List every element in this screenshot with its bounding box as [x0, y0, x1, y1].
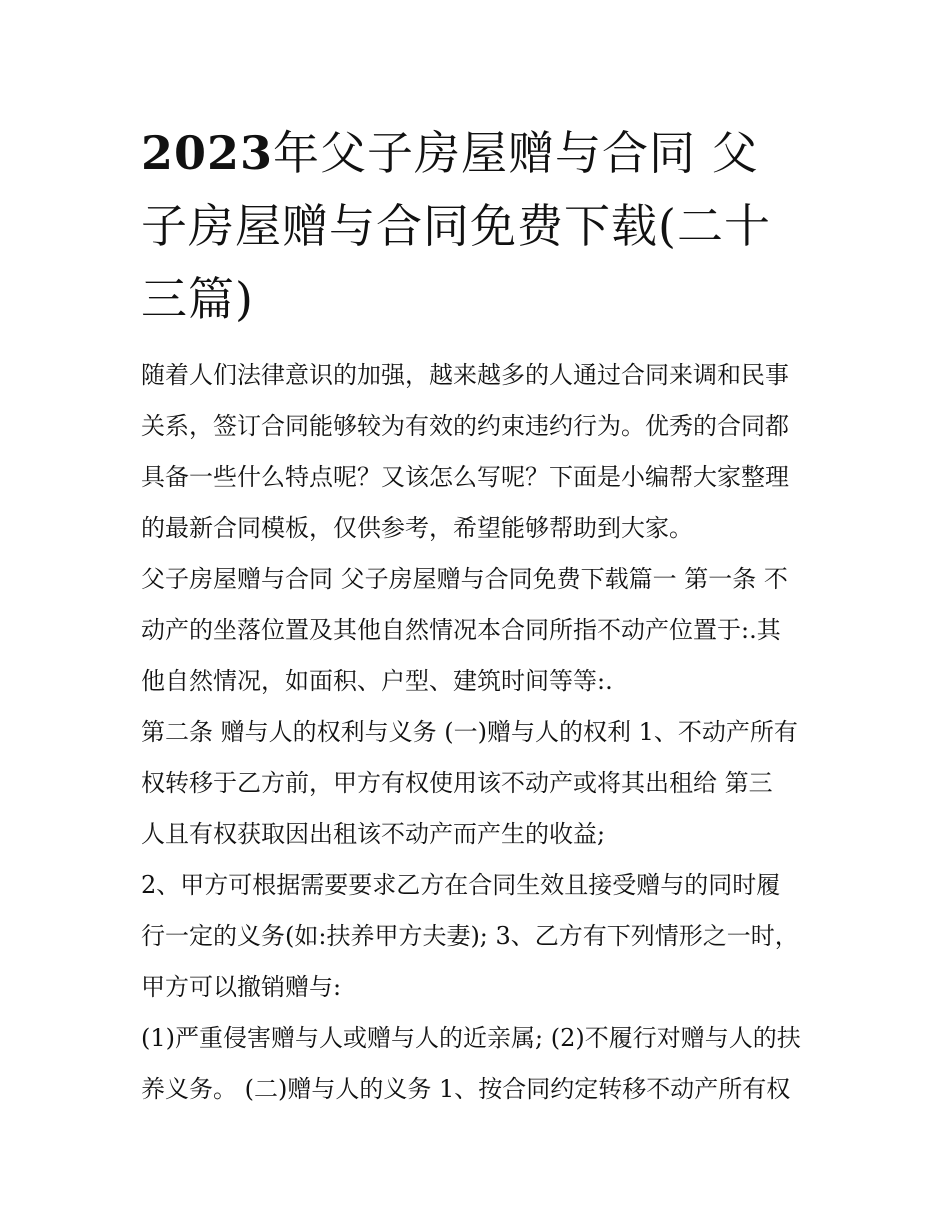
text-line: 第二条 赠与人的权利与义务 (一)赠与人的权利 1、不动产所有	[141, 718, 798, 746]
text-line: 动产的坐落位置及其他自然情况本合同所指不动产位置于:.其	[141, 616, 781, 644]
text-line: 人且有权获取因出租该不动产而产生的收益;	[141, 820, 606, 848]
text-line: 关系，签订合同能够较为有效的约束违约行为。优秀的合同都	[141, 412, 789, 440]
text-line: 养义务。 (二)赠与人的义务 1、按合同约定转移不动产所有权	[141, 1075, 791, 1103]
text-line: 甲方可以撤销赠与:	[141, 973, 342, 1001]
title-line-3: 三篇)	[141, 272, 254, 326]
title-line-1-text: 年父子房屋赠与合同 父	[273, 126, 759, 180]
text-line: 行一定的义务(如:扶养甲方夫妻); 3、乙方有下列情形之一时，	[141, 922, 799, 950]
text-line: 具备一些什么特点呢？又该怎么写呢？下面是小编帮大家整理	[141, 463, 789, 491]
text-line: 随着人们法律意识的加强，越来越多的人通过合同来调和民事	[141, 361, 789, 389]
paragraph-clause-2	[141, 860, 813, 1013]
document-title	[141, 117, 813, 336]
text-line: 他自然情况，如面积、户型、建筑时间等等:.	[141, 667, 613, 695]
paragraph-clause-items	[141, 1013, 813, 1115]
document-content	[141, 117, 813, 1115]
text-line: 权转移于乙方前，甲方有权使用该不动产或将其出租给 第三	[141, 769, 773, 797]
text-line: 父子房屋赠与合同 父子房屋赠与合同免费下载篇一 第一条 不	[141, 565, 788, 593]
paragraph-intro	[141, 350, 813, 554]
paragraph-article-1	[141, 554, 813, 707]
text-line: 的最新合同模板，仅供参考，希望能够帮助到大家。	[141, 514, 693, 542]
title-line-2: 子房屋赠与合同免费下载(二十	[141, 199, 771, 253]
text-line: (1)严重侵害赠与人或赠与人的近亲属; (2)不履行对赠与人的扶	[141, 1024, 801, 1052]
title-year: 2023	[141, 126, 274, 180]
paragraph-article-2	[141, 707, 813, 860]
text-line: 2、甲方可根据需要要求乙方在合同生效且接受赠与的同时履	[141, 871, 781, 899]
document-body	[141, 350, 813, 1115]
title-line-1	[141, 117, 813, 190]
